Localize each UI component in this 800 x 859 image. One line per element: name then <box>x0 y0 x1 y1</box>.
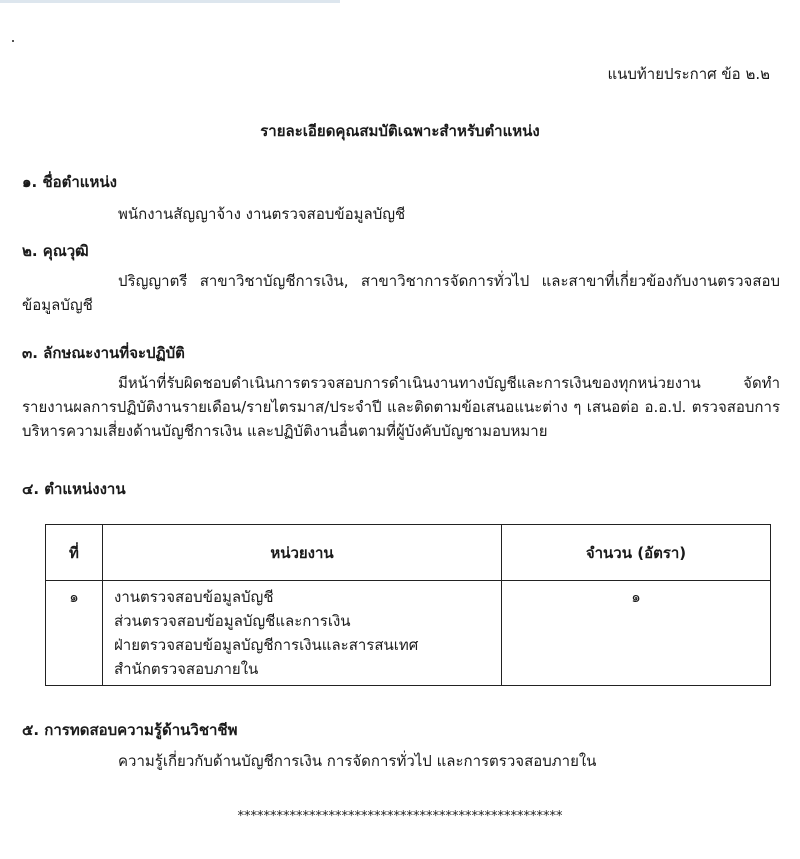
section-2-body <box>22 269 780 317</box>
section-3-body <box>22 371 780 443</box>
section-3-text: มีหน้าที่รับผิดชอบดำเนินการตรวจสอบการดำเนินงานทางบัญชีและการเงินของทุกหน่วยงาน จัดทำรายงานผลการปฏิบัติงานรายเดือน/รายไตรมาส/ประจำปี และติดตามข้อเสนอแนะต่าง ๆ เสนอต่อ อ.อ.ป. ตรวจสอบการบริหารความเสี่ยงด้านบัญชีการเงิน และปฏิบัติงานอื่นตามที่ผู้บังคับบัญชามอบหมาย <box>22 374 780 440</box>
unit-line: สำนักตรวจสอบภายใน <box>114 660 259 678</box>
section-3-heading: ๓. ลักษณะงานที่จะปฏิบัติ <box>22 344 185 362</box>
section-4-heading: ๔. ตำแหน่งงาน <box>22 480 126 498</box>
document-title: รายละเอียดคุณสมบัติเฉพาะสำหรับตำแหน่ง <box>260 122 540 140</box>
row-unit <box>103 581 502 686</box>
section-2-heading: ๒. คุณวุฒิ <box>22 242 89 260</box>
scan-top-edge <box>0 0 340 3</box>
row-no: ๑ <box>46 581 103 686</box>
unit-line: ฝ่ายตรวจสอบข้อมูลบัญชีการเงินและสารสนเทศ <box>114 636 419 654</box>
header-no: ที่ <box>46 525 103 581</box>
section-2-text: ปริญญาตรี สาขาวิชาบัญชีการเงิน, สาขาวิชาการจัดการทั่วไป และสาขาที่เกี่ยวข้องกับงานตรวจสอบข้อมูลบัญชี <box>22 272 780 314</box>
section-5-text: ความรู้เกี่ยวกับด้านบัญชีการเงิน การจัดการทั่วไป และการตรวจสอบภายใน <box>118 752 597 770</box>
positions-table <box>45 524 771 686</box>
footer-separator: ************************************************** <box>237 809 563 824</box>
unit-line: ส่วนตรวจสอบข้อมูลบัญชีและการเงิน <box>114 612 351 630</box>
annex-reference: แนบท้ายประกาศ ข้อ ๒.๒ <box>607 65 770 83</box>
table-row <box>46 581 771 686</box>
scan-speck <box>12 40 14 42</box>
section-5-heading: ๕. การทดสอบความรู้ด้านวิชาชีพ <box>22 721 238 739</box>
row-count: ๑ <box>502 581 771 686</box>
header-count: จำนวน (อัตรา) <box>502 525 771 581</box>
section-1-text: พนักงานสัญญาจ้าง งานตรวจสอบข้อมูลบัญชี <box>118 205 406 223</box>
section-1-heading: ๑. ชื่อตำแหน่ง <box>22 173 117 191</box>
header-unit: หน่วยงาน <box>103 525 502 581</box>
table-header-row <box>46 525 771 581</box>
unit-line: งานตรวจสอบข้อมูลบัญชี <box>114 588 274 606</box>
